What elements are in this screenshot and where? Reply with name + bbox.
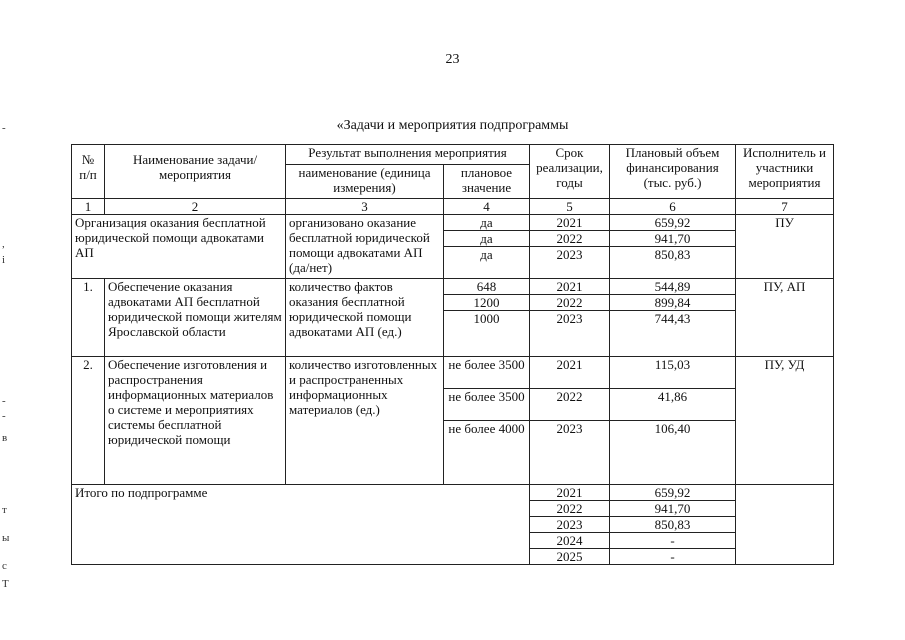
task-year: 2023 [530, 247, 610, 279]
margin-mark: - [2, 410, 6, 422]
item1-finance: 544,89 [610, 279, 736, 295]
item1-year: 2023 [530, 311, 610, 357]
item2-executor: ПУ, УД [736, 357, 834, 485]
margin-mark: - [2, 122, 6, 134]
margin-mark: - [2, 395, 6, 407]
header-num: № п/п [72, 145, 105, 199]
item1-value: 648 [444, 279, 530, 295]
item2-year: 2023 [530, 421, 610, 485]
item2-value: не более 4000 [444, 421, 530, 485]
total-year: 2025 [530, 549, 610, 565]
col-number: 1 [72, 199, 105, 215]
item2-year: 2022 [530, 389, 610, 421]
task-value: да [444, 247, 530, 279]
total-finance: - [610, 533, 736, 549]
margin-mark: і [2, 254, 6, 266]
table-title: «Задачи и мероприятия подпрограммы [336, 118, 569, 133]
total-finance: 941,70 [610, 501, 736, 517]
task-year: 2021 [530, 215, 610, 231]
margin-mark: с [2, 560, 7, 572]
item2-value: не более 3500 [444, 357, 530, 389]
total-year: 2024 [530, 533, 610, 549]
header-result-value: плановое значение [444, 165, 530, 199]
col-number: 3 [286, 199, 444, 215]
margin-mark: , [2, 238, 5, 250]
item1-executor: ПУ, АП [736, 279, 834, 357]
margin-mark: т [2, 504, 7, 516]
task-year: 2022 [530, 231, 610, 247]
task-value: да [444, 231, 530, 247]
task-finance: 941,70 [610, 231, 736, 247]
task-result-name: организовано оказание бесплатной юридической помощи адвокатами АП (да/нет) [286, 215, 444, 279]
measures-table-wrapper [71, 144, 834, 565]
task-executor: ПУ [736, 215, 834, 279]
header-result: Результат выполнения мероприятия [286, 145, 530, 165]
total-finance: 850,83 [610, 517, 736, 533]
task-value: да [444, 215, 530, 231]
total-executor-empty [736, 485, 834, 565]
total-year: 2023 [530, 517, 610, 533]
item1-finance: 744,43 [610, 311, 736, 357]
item1-year: 2021 [530, 279, 610, 295]
header-term: Срок реализации, годы [530, 145, 610, 199]
header-finance: Плановый объем финансирования (тыс. руб.) [610, 145, 736, 199]
item1-value: 1000 [444, 311, 530, 357]
col-number: 7 [736, 199, 834, 215]
item2-result-name: количество изготовленных и распространенных информационных материалов (ед.) [286, 357, 444, 485]
total-label: Итого по подпрограмме [72, 485, 530, 565]
item1-result-name: количество фактов оказания бесплатной юридической помощи адвокатами АП (ед.) [286, 279, 444, 357]
task-finance: 850,83 [610, 247, 736, 279]
header-executor: Исполнитель и участники мероприятия [736, 145, 834, 199]
task-finance: 659,92 [610, 215, 736, 231]
measures-table [71, 144, 834, 565]
header-name: Наименование задачи/мероприятия [105, 145, 286, 199]
total-finance: - [610, 549, 736, 565]
item2-year: 2021 [530, 357, 610, 389]
col-number: 6 [610, 199, 736, 215]
header-result-name: наименование (единица измерения) [286, 165, 444, 199]
col-number: 2 [105, 199, 286, 215]
total-finance: 659,92 [610, 485, 736, 501]
margin-mark: в [2, 432, 8, 444]
margin-mark: ы [2, 532, 10, 544]
item2-name: Обеспечение изготовления и распространения информационных материалов о системе и мероприятиях системы бесплатной юридической помощи [105, 357, 286, 485]
item1-value: 1200 [444, 295, 530, 311]
item2-value: не более 3500 [444, 389, 530, 421]
page-number: 23 [445, 52, 460, 67]
item2-finance: 106,40 [610, 421, 736, 485]
task-name: Организация оказания бесплатной юридической помощи адвокатами АП [72, 215, 286, 279]
total-year: 2021 [530, 485, 610, 501]
item2-finance: 41,86 [610, 389, 736, 421]
item1-finance: 899,84 [610, 295, 736, 311]
item2-finance: 115,03 [610, 357, 736, 389]
item2-num: 2. [72, 357, 105, 485]
col-number: 5 [530, 199, 610, 215]
total-year: 2022 [530, 501, 610, 517]
margin-mark: Т [2, 578, 9, 590]
item1-name: Обеспечение оказания адвокатами АП бесплатной юридической помощи жителям Ярославской области [105, 279, 286, 357]
item1-num: 1. [72, 279, 105, 357]
col-number: 4 [444, 199, 530, 215]
item1-year: 2022 [530, 295, 610, 311]
